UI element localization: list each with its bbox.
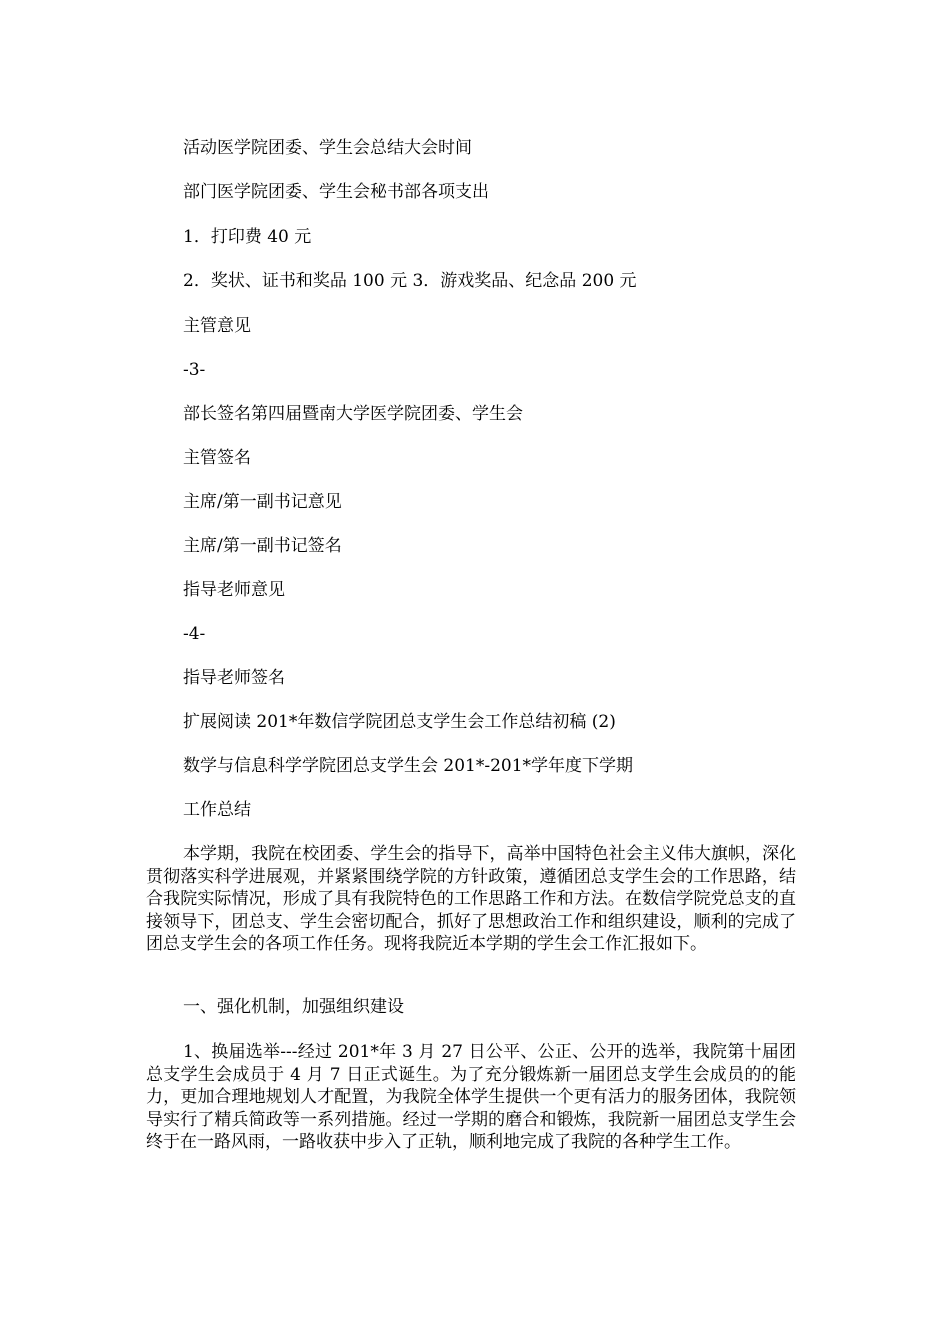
expense-item-2-3: 2．奖状、证书和奖品 100 元 3．游戏奖品、纪念品 200 元 — [183, 271, 637, 291]
page-number-3: -3- — [183, 360, 206, 380]
extended-reading-title: 扩展阅读 201*年数信学院团总支学生会工作总结初稿 (2) — [183, 712, 616, 732]
advisor-signature-label: 指导老师签名 — [183, 668, 285, 688]
minister-signature-line: 部长签名第四届暨南大学医学院团委、学生会 — [183, 404, 523, 424]
department-expense-line: 部门医学院团委、学生会秘书部各项支出 — [183, 182, 489, 202]
intro-paragraph: 本学期，我院在校团委、学生会的指导下，高举中国特色社会主义伟大旗帜，深化贯彻落实科学进展观，并紧紧围绕学院的方针政策，遵循团总支学生会的工作思路，结合我院实际情况，形成了具有我院特色的工作思路工作和方法。在数信学院党总支的直接领导下，团总支、学生会密切配合，抓好了思想政治工作和组织建设，顺利的完成了团总支学生会的各项工作任务。现将我院近本学期的学生会工作汇报如下。 — [146, 844, 796, 954]
document-heading: 数学与信息科学学院团总支学生会 201*-201*学年度下学期 — [183, 756, 634, 776]
activity-time-line: 活动医学院团委、学生会总结大会时间 — [183, 138, 472, 158]
document-subheading: 工作总结 — [183, 800, 251, 820]
chairman-signature-label: 主席/第一副书记签名 — [183, 536, 342, 556]
section-heading-1: 一、强化机制，加强组织建设 — [183, 997, 404, 1017]
page-number-4: -4- — [183, 624, 206, 644]
supervisor-opinion-label: 主管意见 — [183, 316, 251, 336]
election-paragraph: 1、换届选举---经过 201*年 3 月 27 日公平、公正、公开的选举，我院第十届团总支学生会成员于 4 月 7 日正式诞生。为了充分锻炼新一届团总支学生会成员的的能力，更加合理地规划人才配置，为我院全体学生提供一个更有活力的服务团体，我院领导实行了精兵简政等一系列措施。经过一学期的磨合和锻炼，我院新一届团总支学生会终于在一路风雨，一路收获中步入了正轨，顺利地完成了我院的各种学生工作。 — [146, 1042, 796, 1152]
advisor-opinion-label: 指导老师意见 — [183, 580, 285, 600]
expense-item-1: 1．打印费 40 元 — [183, 227, 312, 247]
chairman-opinion-label: 主席/第一副书记意见 — [183, 492, 342, 512]
supervisor-signature-label: 主管签名 — [183, 448, 251, 468]
